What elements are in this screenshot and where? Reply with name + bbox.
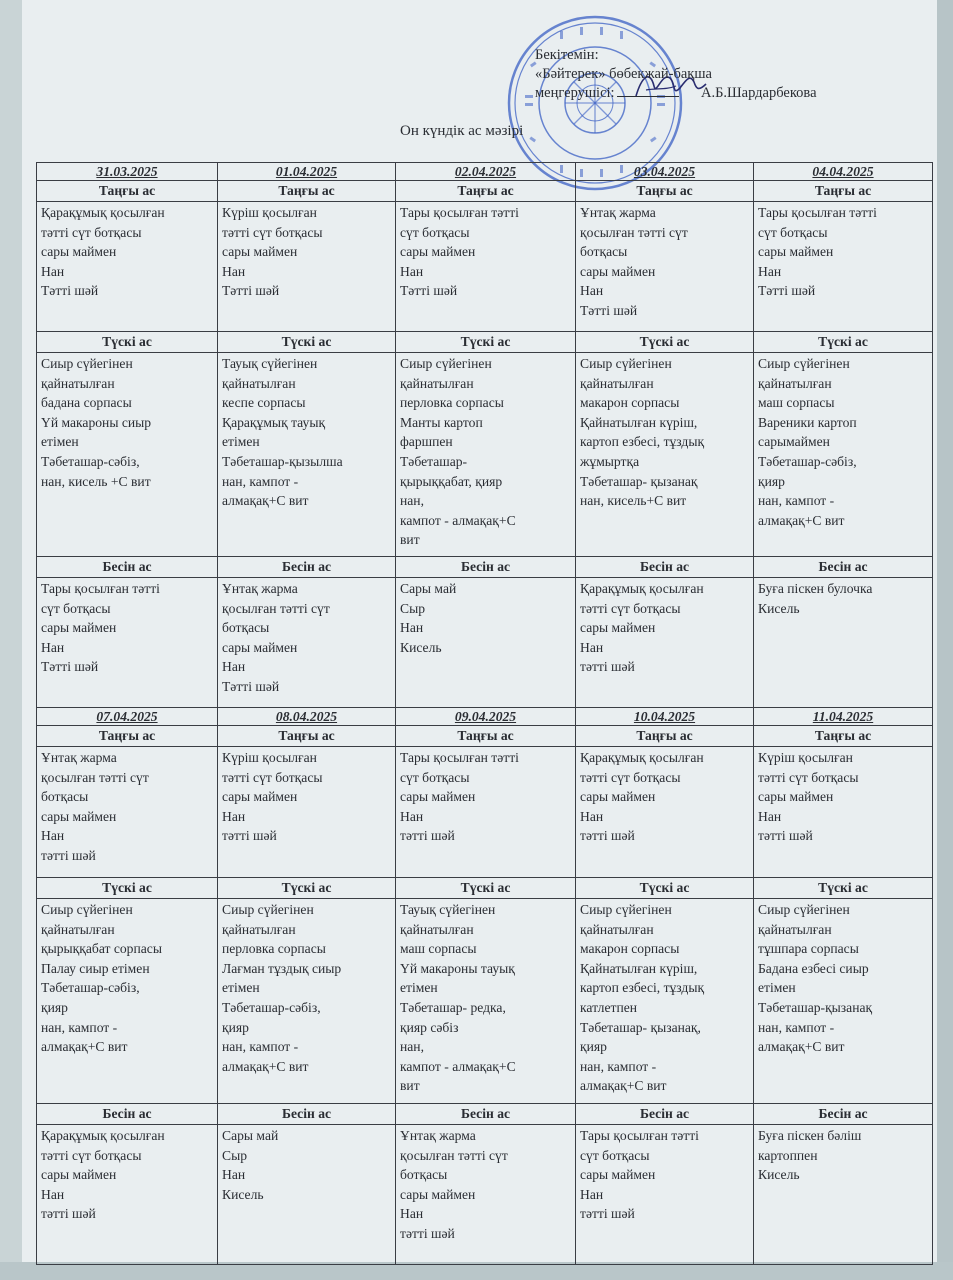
approval-line-3: [535, 84, 712, 103]
menu-item: қияр: [41, 999, 68, 1015]
menu-item: Қайнатылған күріш,: [580, 960, 698, 976]
menu-item: нан, кампот -: [222, 1039, 299, 1055]
menu-item: Тәбеташар- редка,: [400, 999, 506, 1015]
menu-item: қайнатылған: [41, 921, 115, 937]
menu-item: Күріш қосылған: [758, 750, 853, 765]
menu-item: Тәтті шәй: [758, 283, 816, 299]
menu-item: Нан: [400, 1206, 424, 1222]
menu-item: Сыр: [222, 1147, 247, 1163]
menu-item: маш сорпасы: [400, 941, 477, 957]
menu-item: Ұнтақ жарма: [222, 581, 298, 596]
menu-item: Сары май: [222, 1128, 279, 1143]
menu-item: Тәбеташар-қызылша: [222, 453, 343, 469]
menu-cell: [37, 747, 218, 878]
meal-label-lunch: Түскі ас: [37, 878, 218, 899]
menu-item: Тәтті шәй: [222, 678, 280, 694]
menu-item: қайнатылған: [758, 375, 832, 391]
menu-table-body: [37, 163, 933, 1265]
approval-line-2: «Бәйтерек» бөбекжай-бақша: [535, 66, 712, 82]
menu-cell: [754, 202, 933, 332]
menu-items-row: [37, 353, 933, 557]
menu-item: сары маймен: [580, 789, 656, 805]
menu-cell: [218, 747, 396, 878]
menu-item: Тәбеташар-: [400, 453, 468, 469]
menu-item: перловка сорпасы: [400, 395, 504, 411]
meal-label-breakfast: Таңғы ас: [218, 726, 396, 747]
menu-cell: [396, 899, 576, 1104]
menu-item: қырыққабат сорпасы: [41, 941, 162, 957]
menu-item: алмақақ+С вит: [580, 1078, 667, 1094]
menu-item: Күріш қосылған: [222, 205, 317, 220]
menu-item: сүт ботқасы: [41, 600, 111, 616]
menu-item: Нан: [222, 1167, 246, 1183]
menu-item: сары маймен: [41, 620, 117, 636]
menu-items-row: [37, 578, 933, 708]
menu-item: қайнатылған: [400, 375, 474, 391]
menu-item: қосылған тәтті сүт: [41, 769, 149, 785]
menu-items-row: [37, 202, 933, 332]
menu-item: қосылған тәтті сүт: [222, 600, 330, 616]
meal-label-snack: Бесін ас: [754, 1104, 933, 1125]
meal-label-lunch: Түскі ас: [218, 878, 396, 899]
menu-item: вит: [400, 532, 420, 548]
approval-position: меңгерушісі:: [535, 85, 615, 101]
menu-item: сары маймен: [758, 789, 834, 805]
menu-item: қосылған тәтті сүт: [400, 1147, 508, 1163]
meal-label-snack: Бесін ас: [754, 557, 933, 578]
menu-item: нан, кампот -: [41, 1019, 118, 1035]
menu-item: Кисель: [222, 1186, 264, 1202]
menu-item: Сиыр сүйегінен: [41, 356, 133, 371]
menu-item: қайнатылған: [758, 921, 832, 937]
menu-item: Нан: [41, 639, 65, 655]
menu-cell: [754, 353, 933, 557]
menu-item: алмақақ+С вит: [758, 512, 845, 528]
menu-item: Сиыр сүйегінен: [758, 356, 850, 371]
menu-item: Тауық сүйегінен: [222, 356, 318, 371]
menu-item: сары маймен: [41, 1167, 117, 1183]
menu-item: Тәбеташар-сәбіз,: [222, 999, 321, 1015]
meal-label-breakfast: Таңғы ас: [37, 726, 218, 747]
menu-cell: [37, 578, 218, 708]
menu-item: етімен: [222, 434, 260, 450]
menu-item: Нан: [758, 263, 782, 279]
menu-item: тәтті шәй: [580, 659, 635, 675]
menu-item: тәтті шәй: [580, 1206, 635, 1222]
menu-item: қияр: [758, 473, 785, 489]
meal-label-snack: Бесін ас: [576, 1104, 754, 1125]
menu-item: сары маймен: [222, 639, 298, 655]
meal-label-lunch: Түскі ас: [576, 878, 754, 899]
menu-item: Бадана езбесі сиыр: [758, 960, 869, 976]
menu-item: Манты картоп: [400, 414, 483, 430]
menu-item: Ұнтақ жарма: [400, 1128, 476, 1143]
menu-item: Нан: [580, 808, 604, 824]
menu-item: нан, кисель +С вит: [41, 473, 151, 489]
menu-item: Ұнтақ жарма: [41, 750, 117, 765]
menu-item: Үй макароны тауық: [400, 960, 515, 976]
menu-item: Кисель: [758, 1167, 800, 1183]
menu-cell: [754, 578, 933, 708]
date-row: [37, 163, 933, 181]
menu-item: сүт ботқасы: [400, 224, 470, 240]
menu-item: Нан: [222, 263, 246, 279]
meal-label-lunch: Түскі ас: [576, 332, 754, 353]
menu-item: Нан: [222, 808, 246, 824]
menu-item: Нан: [580, 639, 604, 655]
date-header: 11.04.2025: [754, 708, 933, 726]
menu-item: Нан: [758, 808, 782, 824]
menu-item: қосылған тәтті сүт: [580, 224, 688, 240]
menu-item: Буға піскен булочка: [758, 581, 873, 596]
menu-item: бадана сорпасы: [41, 395, 132, 411]
menu-item: етімен: [41, 434, 79, 450]
menu-item: етімен: [758, 980, 796, 996]
menu-item: ботқасы: [222, 620, 270, 636]
menu-item: фаршпен: [400, 434, 453, 450]
menu-item: қайнатылған: [580, 375, 654, 391]
approval-line-1: Бекітемін:: [535, 47, 599, 63]
menu-item: катлетпен: [580, 999, 638, 1015]
menu-cell: [218, 353, 396, 557]
meal-label-row: [37, 726, 933, 747]
date-header: 09.04.2025: [396, 708, 576, 726]
menu-cell: [754, 1125, 933, 1265]
menu-item: нан, кисель+С вит: [580, 493, 687, 509]
meal-label-breakfast: Таңғы ас: [576, 181, 754, 202]
meal-label-row: [37, 1104, 933, 1125]
meal-label-lunch: Түскі ас: [754, 878, 933, 899]
menu-item: қайнатылған: [222, 921, 296, 937]
meal-label-breakfast: Таңғы ас: [218, 181, 396, 202]
menu-cell: [218, 202, 396, 332]
menu-item: тәтті шәй: [222, 828, 277, 844]
menu-item: сары маймен: [580, 263, 656, 279]
menu-item: тәтті шәй: [41, 1206, 96, 1222]
menu-item: Күріш қосылған: [222, 750, 317, 765]
menu-item: сары маймен: [400, 1186, 476, 1202]
menu-item: Нан: [400, 808, 424, 824]
menu-item: Буға піскен бәліш: [758, 1128, 862, 1143]
menu-cell: [396, 578, 576, 708]
menu-item: нан, кампот -: [758, 493, 835, 509]
menu-cell: [754, 747, 933, 878]
menu-item: Палау сиыр етімен: [41, 960, 150, 976]
menu-item: сары маймен: [400, 789, 476, 805]
meal-label-snack: Бесін ас: [218, 557, 396, 578]
menu-item: Нан: [580, 1186, 604, 1202]
menu-item: Сиыр сүйегінен: [580, 356, 672, 371]
menu-item: Сыр: [400, 600, 425, 616]
menu-item: тәтті сүт ботқасы: [222, 769, 323, 785]
menu-item: Тәтті шәй: [222, 283, 280, 299]
menu-item: нан, кампот -: [580, 1058, 657, 1074]
menu-item: сары маймен: [758, 244, 834, 260]
menu-item: қайнатылған: [580, 921, 654, 937]
menu-item: Нан: [41, 828, 65, 844]
menu-item: Сиыр сүйегінен: [41, 902, 133, 917]
menu-item: Тәбеташар-сәбіз,: [41, 980, 140, 996]
menu-item: тәтті сүт ботқасы: [580, 769, 681, 785]
meal-label-row: [37, 332, 933, 353]
meal-label-snack: Бесін ас: [218, 1104, 396, 1125]
menu-item: маш сорпасы: [758, 395, 835, 411]
menu-item: сүт ботқасы: [580, 1147, 650, 1163]
menu-item: Нан: [222, 659, 246, 675]
menu-item: Тары қосылған тәтті: [400, 205, 519, 220]
menu-item: Сиыр сүйегінен: [400, 356, 492, 371]
menu-item: ботқасы: [580, 244, 628, 260]
menu-item: қайнатылған: [41, 375, 115, 391]
menu-item: Тауық сүйегінен: [400, 902, 496, 917]
menu-item: Кисель: [758, 600, 800, 616]
menu-item: сүт ботқасы: [400, 769, 470, 785]
meal-label-row: [37, 181, 933, 202]
menu-item: қияр: [580, 1039, 607, 1055]
menu-cell: [754, 899, 933, 1104]
menu-item: макарон сорпасы: [580, 395, 680, 411]
menu-item: қияр сәбіз: [400, 1019, 459, 1035]
menu-item: Нан: [41, 1186, 65, 1202]
date-header: 01.04.2025: [218, 163, 396, 181]
menu-item: Тары қосылған тәтті: [400, 750, 519, 765]
meal-label-row: [37, 557, 933, 578]
menu-item: Сиыр сүйегінен: [222, 902, 314, 917]
meal-label-lunch: Түскі ас: [396, 878, 576, 899]
menu-cell: [576, 578, 754, 708]
menu-item: кеспе сорпасы: [222, 395, 306, 411]
menu-item: тәтті сүт ботқасы: [41, 224, 142, 240]
menu-cell: [218, 578, 396, 708]
date-header: 31.03.2025: [37, 163, 218, 181]
menu-cell: [37, 353, 218, 557]
menu-item: Қарақұмық қосылған: [41, 1128, 165, 1143]
menu-item: нан,: [400, 493, 424, 509]
menu-items-row: [37, 899, 933, 1104]
menu-item: сары маймен: [400, 244, 476, 260]
menu-item: ботқасы: [400, 1167, 448, 1183]
menu-item: сары маймен: [580, 1167, 656, 1183]
meal-label-breakfast: Таңғы ас: [396, 726, 576, 747]
date-row: [37, 708, 933, 726]
meal-label-breakfast: Таңғы ас: [396, 181, 576, 202]
meal-label-lunch: Түскі ас: [218, 332, 396, 353]
meal-label-lunch: Түскі ас: [754, 332, 933, 353]
menu-item: тәтті сүт ботқасы: [758, 769, 859, 785]
menu-item: Тары қосылған тәтті: [758, 205, 877, 220]
menu-item: картоппен: [758, 1147, 818, 1163]
meal-label-breakfast: Таңғы ас: [754, 726, 933, 747]
paper-edge: [937, 0, 953, 1280]
meal-label-snack: Бесін ас: [576, 557, 754, 578]
menu-item: алмақақ+С вит: [758, 1039, 845, 1055]
menu-cell: [576, 1125, 754, 1265]
page-title: Он күндік ас мәзірі: [400, 123, 524, 139]
menu-item: етімен: [400, 980, 438, 996]
date-header: 10.04.2025: [576, 708, 754, 726]
menu-cell: [576, 353, 754, 557]
menu-item: сүт ботқасы: [758, 224, 828, 240]
menu-item: тәтті шәй: [580, 828, 635, 844]
menu-item: Лағман тұздық сиыр: [222, 960, 342, 976]
menu-item: ботқасы: [41, 789, 89, 805]
menu-item: Үй макароны сиыр: [41, 414, 152, 430]
menu-item: алмақақ+С вит: [222, 1058, 309, 1074]
menu-item: кампот - алмақақ+С: [400, 512, 516, 528]
menu-item: кампот - алмақақ+С: [400, 1058, 516, 1074]
menu-cell: [396, 202, 576, 332]
menu-item: Қарақұмық тауық: [222, 414, 326, 430]
menu-item: тәтті сүт ботқасы: [222, 224, 323, 240]
menu-item: картоп езбесі, тұздық: [580, 434, 705, 450]
menu-item: қайнатылған: [400, 921, 474, 937]
menu-item: тәтті сүт ботқасы: [580, 600, 681, 616]
menu-cell: [396, 747, 576, 878]
menu-item: Тәбеташар-сәбіз,: [758, 453, 857, 469]
menu-item: Тәтті шәй: [41, 283, 99, 299]
menu-item: нан, кампот -: [222, 473, 299, 489]
menu-item: етімен: [222, 980, 260, 996]
menu-item: сарымаймен: [758, 434, 830, 450]
menu-item: тәтті шәй: [400, 828, 455, 844]
date-header: 02.04.2025: [396, 163, 576, 181]
meal-label-breakfast: Таңғы ас: [754, 181, 933, 202]
menu-cell: [37, 1125, 218, 1265]
meal-label-snack: Бесін ас: [396, 557, 576, 578]
approval-block: [535, 46, 817, 103]
menu-items-row: [37, 1125, 933, 1265]
menu-item: Қарақұмық қосылған: [580, 581, 704, 596]
menu-item: Нан: [41, 263, 65, 279]
menu-cell: [576, 747, 754, 878]
menu-item: жұмыртқа: [580, 453, 640, 469]
menu-item: Тәбеташар-сәбіз,: [41, 453, 140, 469]
menu-item: Тәтті шәй: [580, 302, 638, 318]
menu-cell: [396, 353, 576, 557]
menu-item: нан,: [400, 1039, 424, 1055]
menu-item: Қайнатылған күріш,: [580, 414, 698, 430]
menu-item: сары маймен: [222, 789, 298, 805]
meal-label-snack: Бесін ас: [37, 557, 218, 578]
menu-item: Сиыр сүйегінен: [580, 902, 672, 917]
menu-item: Нан: [400, 620, 424, 636]
menu-item: Нан: [400, 263, 424, 279]
menu-item: Тары қосылған тәтті: [580, 1128, 699, 1143]
menu-item: Вареники картоп: [758, 414, 857, 430]
menu-item: сары маймен: [580, 620, 656, 636]
meal-label-snack: Бесін ас: [37, 1104, 218, 1125]
menu-cell: [218, 1125, 396, 1265]
approver-name: А.Б.Шардарбекова: [701, 85, 817, 101]
menu-item: Тәбеташар-қызанақ: [758, 999, 873, 1015]
menu-item: Нан: [580, 283, 604, 299]
menu-item: Сары май: [400, 581, 457, 596]
menu-item: сары маймен: [41, 244, 117, 260]
menu-item: перловка сорпасы: [222, 941, 326, 957]
menu-item: тәтті шәй: [400, 1225, 455, 1241]
date-header: 07.04.2025: [37, 708, 218, 726]
menu-item: тәтті шәй: [758, 828, 813, 844]
meal-label-row: [37, 878, 933, 899]
menu-table: [36, 162, 933, 1265]
menu-cell: [396, 1125, 576, 1265]
menu-item: Қарақұмық қосылған: [41, 205, 165, 220]
menu-item: макарон сорпасы: [580, 941, 680, 957]
menu-item: Тәбеташар- қызанақ: [580, 473, 698, 489]
menu-item: тәтті сүт ботқасы: [41, 1147, 142, 1163]
menu-item: қияр: [222, 1019, 249, 1035]
menu-item: вит: [400, 1078, 420, 1094]
menu-item: қырыққабат, қияр: [400, 473, 503, 489]
menu-item: алмақақ+С вит: [41, 1039, 128, 1055]
menu-cell: [576, 202, 754, 332]
menu-item: Ұнтақ жарма: [580, 205, 656, 220]
menu-item: картоп езбесі, тұздық: [580, 980, 705, 996]
menu-cell: [576, 899, 754, 1104]
menu-item: Тары қосылған тәтті: [41, 581, 160, 596]
menu-item: Тәбеташар- қызанақ,: [580, 1019, 701, 1035]
menu-item: тәтті шәй: [41, 847, 96, 863]
meal-label-breakfast: Таңғы ас: [37, 181, 218, 202]
menu-item: тұшпара сорпасы: [758, 941, 859, 957]
menu-item: Тәтті шәй: [400, 283, 458, 299]
menu-cell: [37, 202, 218, 332]
menu-item: Сиыр сүйегінен: [758, 902, 850, 917]
menu-item: қайнатылған: [222, 375, 296, 391]
date-header: 03.04.2025: [576, 163, 754, 181]
meal-label-breakfast: Таңғы ас: [576, 726, 754, 747]
menu-item: Тәтті шәй: [41, 659, 99, 675]
menu-item: сары маймен: [222, 244, 298, 260]
meal-label-lunch: Түскі ас: [396, 332, 576, 353]
date-header: 08.04.2025: [218, 708, 396, 726]
menu-cell: [37, 899, 218, 1104]
menu-item: алмақақ+С вит: [222, 493, 309, 509]
menu-items-row: [37, 747, 933, 878]
date-header: 04.04.2025: [754, 163, 933, 181]
menu-cell: [218, 899, 396, 1104]
signature-line: [617, 96, 679, 97]
meal-label-snack: Бесін ас: [396, 1104, 576, 1125]
meal-label-lunch: Түскі ас: [37, 332, 218, 353]
menu-item: Қарақұмық қосылған: [580, 750, 704, 765]
menu-item: нан, кампот -: [758, 1019, 835, 1035]
menu-item: сары маймен: [41, 808, 117, 824]
menu-item: Кисель: [400, 639, 442, 655]
